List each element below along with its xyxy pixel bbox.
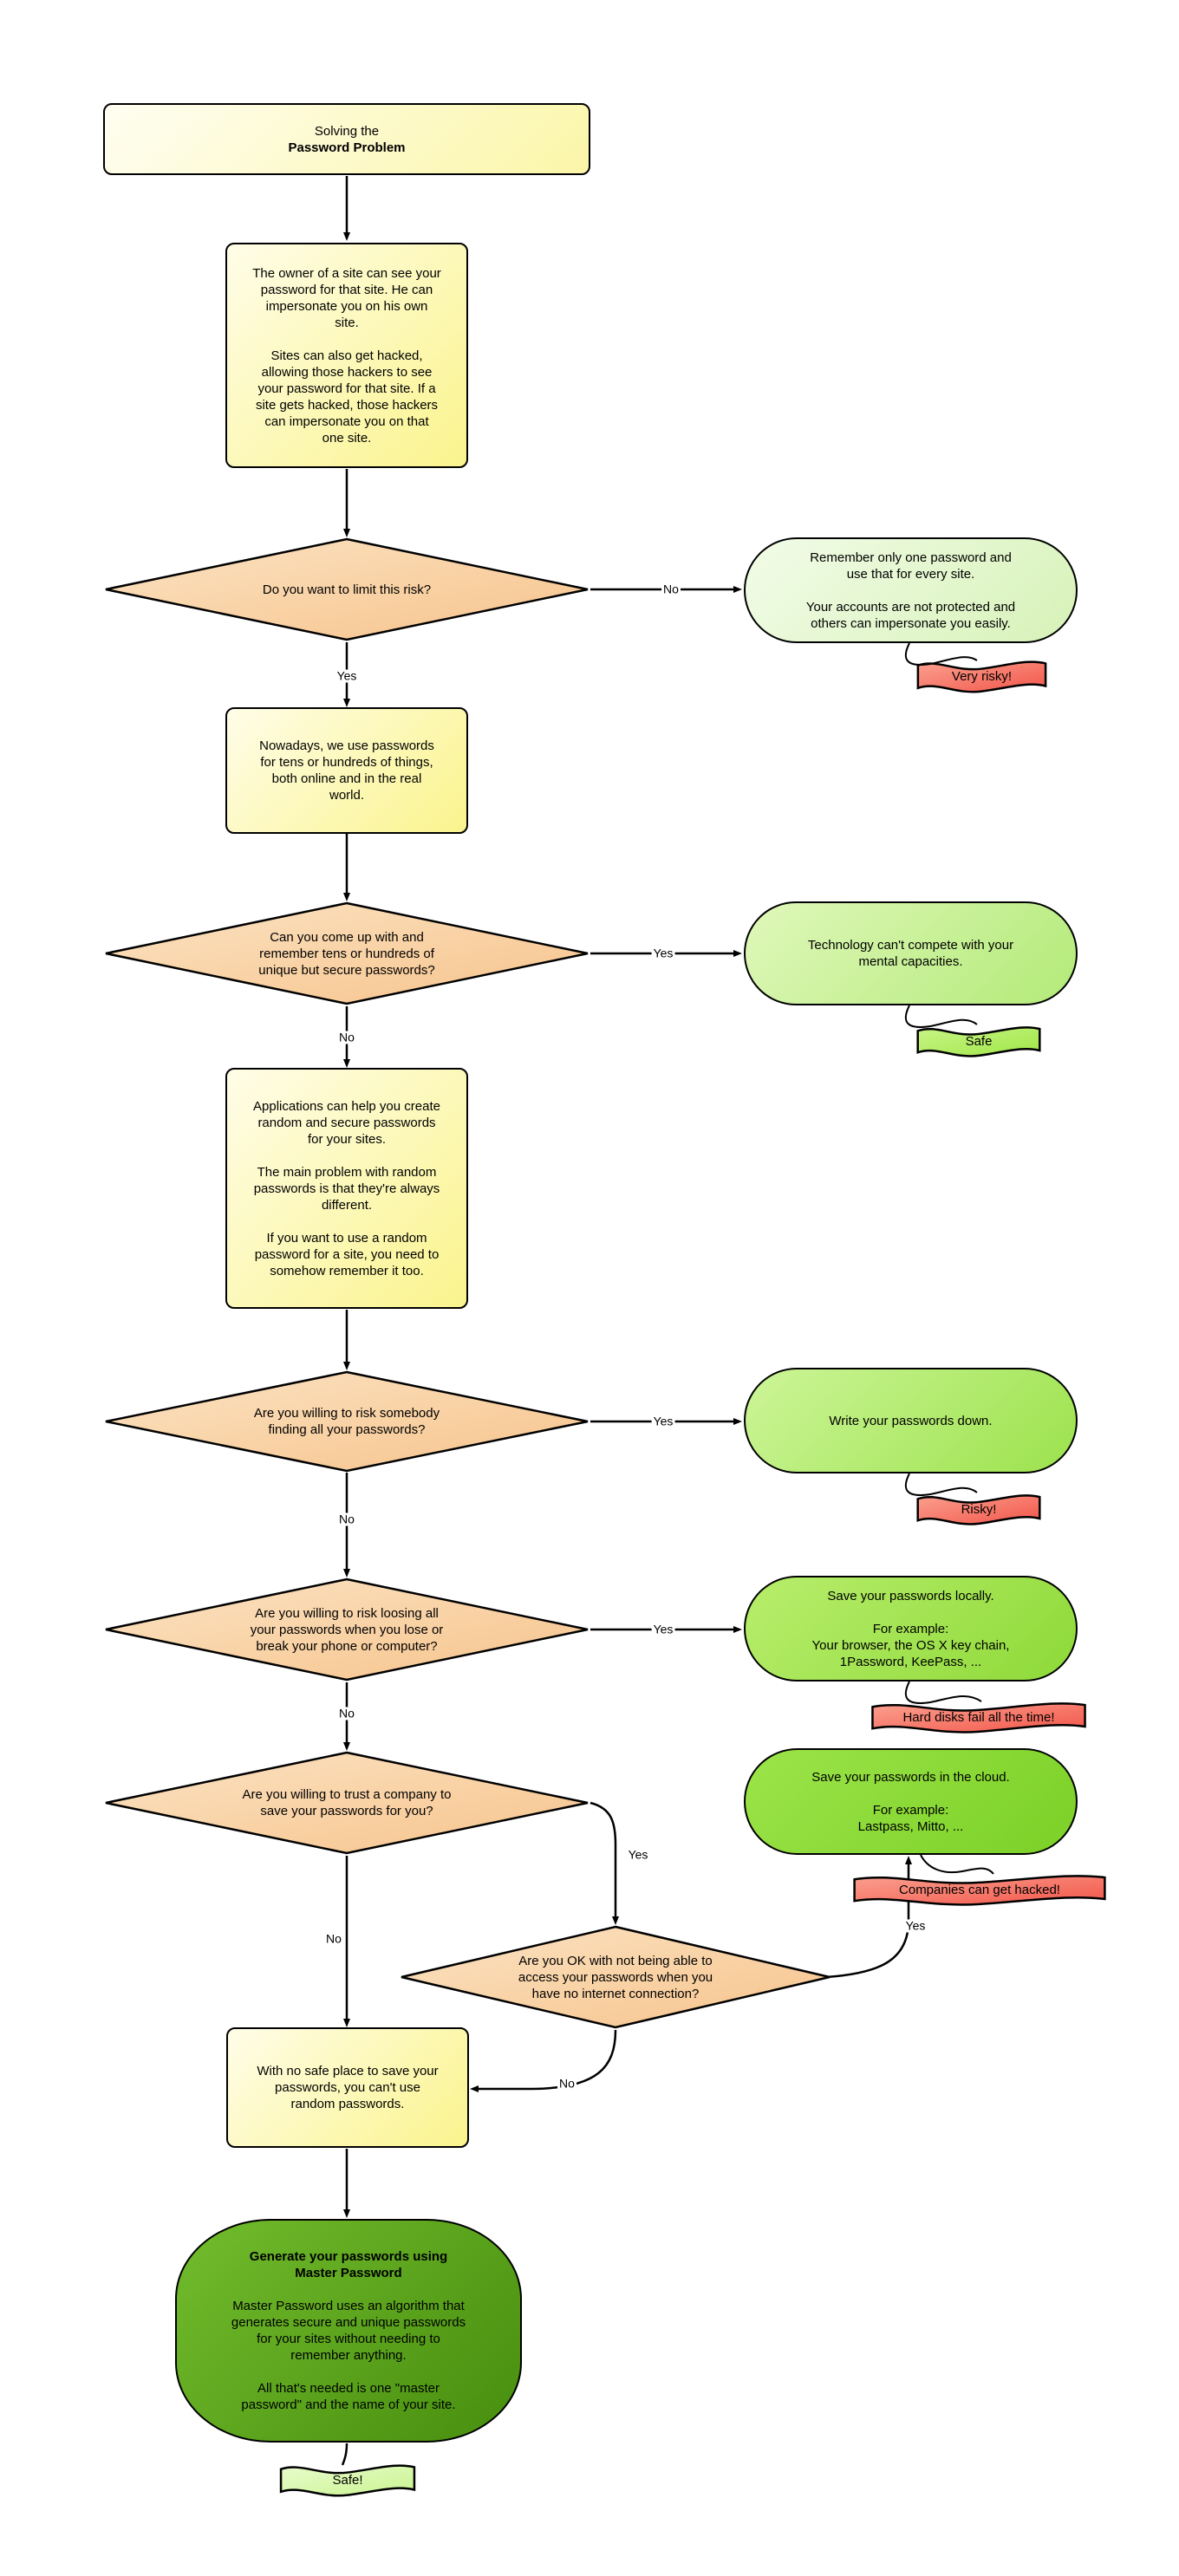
edge-label-no: No xyxy=(326,1931,342,1946)
intro-text xyxy=(252,265,441,446)
edge-label-yes: Yes xyxy=(905,1918,926,1933)
node-remember-one-password xyxy=(744,537,1078,643)
edge-label-no: No xyxy=(339,1512,355,1526)
decision-text: Do you want to limit this risk? xyxy=(262,582,432,597)
node-no-safe-place xyxy=(226,2027,469,2148)
ribbon-companies-hacked-label: Companies can get hacked! xyxy=(899,1882,1060,1897)
remember-one-text xyxy=(798,550,1024,632)
save-locally-line3: Your browser, the OS X key chain, xyxy=(811,1637,1010,1653)
ribbon-hard-disks xyxy=(867,1698,1091,1736)
edge-label-no: No xyxy=(339,1030,355,1044)
master-password-para1: Master Password uses an algorithm that generates secure and unique passwords for your sites without needing to remember anything. xyxy=(231,2299,466,2363)
node-save-cloud xyxy=(744,1748,1078,1855)
ribbon-risky-label: Risky! xyxy=(961,1501,997,1517)
node-technology xyxy=(744,901,1078,1005)
edge-trustcompany-yes xyxy=(590,1803,616,1916)
remember-one-para2: Your accounts are not protected and others can impersonate you easily. xyxy=(805,599,1016,631)
nowadays-text: Nowadays, we use passwords for tens or hundreds of things, both online and in the real world. xyxy=(259,738,434,803)
save-locally-text xyxy=(812,1588,1010,1670)
edge-label-no: No xyxy=(663,582,679,596)
node-nowadays xyxy=(225,707,468,834)
edge-label-yes: Yes xyxy=(653,1414,674,1428)
ribbon-very-risky-label: Very risky! xyxy=(951,668,1013,684)
save-cloud-text xyxy=(811,1769,1009,1835)
applications-para3: If you want to use a random password for a site, you need to somehow remember it too. xyxy=(254,1230,440,1278)
ribbon-safe-label: Safe xyxy=(965,1033,993,1049)
title-line2: Password Problem xyxy=(288,140,406,155)
decision-text: Are you willing to risk somebody finding all your passwords? xyxy=(253,1406,440,1437)
ribbon-risky xyxy=(915,1490,1043,1528)
master-password-para2: All that's needed is one "master password" and the name of your site. xyxy=(241,2381,456,2412)
edge-label-yes: Yes xyxy=(653,1622,674,1636)
remember-one-para1: Remember only one password and use that for every site. xyxy=(810,550,1012,582)
decision-limit-risk xyxy=(103,537,590,641)
edge-label-yes: Yes xyxy=(628,1847,648,1862)
ribbon-companies-hacked xyxy=(848,1870,1111,1909)
intro-para1: The owner of a site can see your password for that site. He can impersonate you on his own site. xyxy=(252,265,441,330)
ribbon-safe-final xyxy=(277,2460,418,2500)
save-locally-line4: 1Password, KeePass, ... xyxy=(839,1654,982,1669)
decision-risk-lose xyxy=(103,1577,590,1682)
decision-text: Can you come up with and remember tens or hundreds of unique but secure passwords? xyxy=(258,929,435,978)
decision-many-passwords xyxy=(103,901,590,1005)
no-safe-place-text: With no safe place to save your passwords, you can't use random passwords. xyxy=(257,2064,439,2111)
decision-text: Are you willing to trust a company to save your passwords for you? xyxy=(242,1787,452,1818)
node-applications xyxy=(225,1068,468,1309)
applications-para2: The main problem with random passwords is that they're always different. xyxy=(253,1164,440,1213)
technology-text: Technology can't compete with your mental capacities. xyxy=(807,938,1014,969)
decision-risk-found xyxy=(103,1370,590,1473)
decision-text: Are you OK with not being able to access your passwords when you have no internet connection? xyxy=(518,1953,713,2001)
intro-para2: Sites can also get hacked, allowing those hackers to see your password for that site. If a site gets hacked, those hackers can impersonate you on that one site. xyxy=(255,348,439,446)
edge-label-no: No xyxy=(559,2076,575,2091)
node-intro xyxy=(225,243,468,468)
decision-trust-company xyxy=(103,1751,590,1855)
node-title xyxy=(103,103,590,175)
master-password-title: Generate your passwords using Master Password xyxy=(249,2249,448,2280)
node-write-down xyxy=(744,1368,1078,1473)
applications-text xyxy=(252,1098,441,1279)
edge-label-no: No xyxy=(339,1706,355,1721)
save-locally-line2: For example: xyxy=(872,1621,949,1636)
ribbon-safe-final-label: Safe! xyxy=(332,2472,363,2488)
applications-para1: Applications can help you create random and secure passwords for your sites. xyxy=(253,1098,440,1147)
edge-label-yes: Yes xyxy=(653,946,674,960)
edge-label-yes: Yes xyxy=(336,668,357,683)
node-master-password xyxy=(175,2219,522,2443)
write-down-text: Write your passwords down. xyxy=(829,1413,993,1428)
edge-offline-no xyxy=(479,2030,616,2089)
save-cloud-line3: Lastpass, Mitto, ... xyxy=(857,1818,964,1834)
decision-text: Are you willing to risk loosing all your passwords when you lose or break your phone or computer? xyxy=(250,1605,444,1654)
save-cloud-line2: For example: xyxy=(872,1802,949,1818)
decision-offline-access xyxy=(399,1925,832,2029)
ribbon-safe xyxy=(915,1022,1043,1060)
save-cloud-line1: Save your passwords in the cloud. xyxy=(811,1769,1010,1785)
title-line1: Solving the xyxy=(314,123,380,139)
title-text xyxy=(288,123,405,156)
ribbon-hard-disks-label: Hard disks fail all the time! xyxy=(902,1709,1055,1725)
ribbon-very-risky xyxy=(915,656,1049,696)
master-password-text xyxy=(231,2248,466,2413)
node-save-locally xyxy=(744,1576,1078,1682)
save-locally-line1: Save your passwords locally. xyxy=(827,1588,994,1603)
